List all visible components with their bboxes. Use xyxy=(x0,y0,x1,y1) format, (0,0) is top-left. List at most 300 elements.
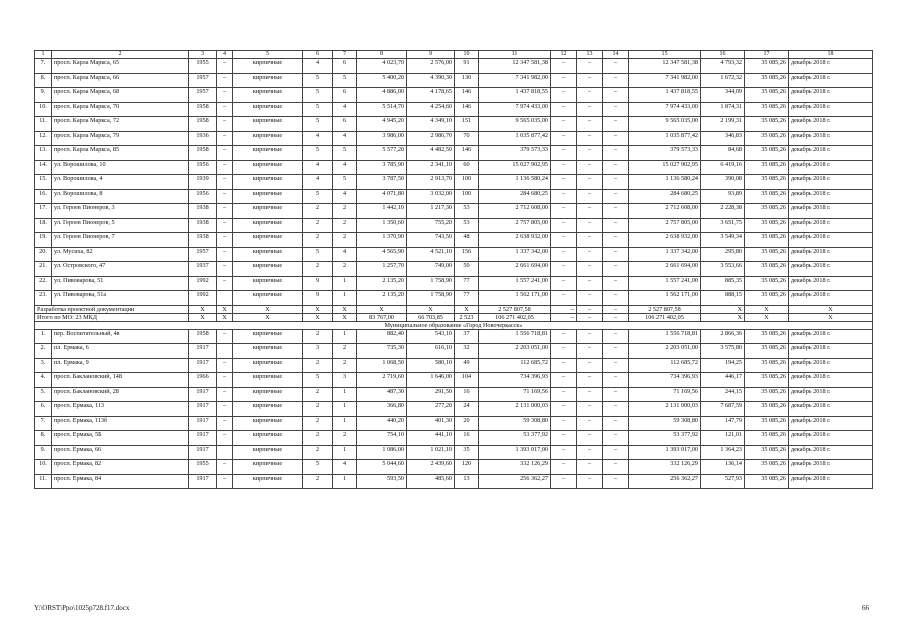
table-cell: – xyxy=(603,59,629,74)
table-cell: 5. xyxy=(35,387,52,402)
summary-cell: Х xyxy=(789,313,873,321)
table-cell: 1917 xyxy=(189,344,217,359)
table-cell: 10. xyxy=(35,460,52,475)
summary-cell: Х xyxy=(701,313,745,321)
table-cell: – xyxy=(577,59,603,74)
table-cell: 1956 xyxy=(189,189,217,204)
table-cell: – xyxy=(217,358,233,373)
table-cell: 53 xyxy=(455,204,479,219)
table-cell: 7 974 433,00 xyxy=(629,102,701,117)
table-cell: 2 xyxy=(303,431,333,446)
table-cell: – xyxy=(577,262,603,277)
table-cell: – xyxy=(603,218,629,233)
table-cell: пл. Ермака, 6 xyxy=(52,344,189,359)
table-cell: 22. xyxy=(35,276,52,291)
table-cell: 4 xyxy=(303,160,333,175)
table-cell: 7 341 982,00 xyxy=(629,73,701,88)
table-cell: 35 085,26 xyxy=(745,88,789,103)
table-cell: 4 xyxy=(303,131,333,146)
table-cell: 284 680,25 xyxy=(629,189,701,204)
table-cell: 2 199,31 xyxy=(701,117,745,132)
table-cell xyxy=(217,291,233,306)
table-cell: 593,50 xyxy=(357,474,407,489)
table-row xyxy=(35,329,873,344)
table-cell: 4 xyxy=(333,247,357,262)
table-cell: 743,50 xyxy=(407,233,455,248)
table-cell: – xyxy=(217,460,233,475)
summary-cell: Разработка проектной документации xyxy=(35,305,189,313)
table-cell: 2 135,20 xyxy=(357,276,407,291)
table-cell: декабрь 2018 г. xyxy=(789,373,873,388)
table-cell: – xyxy=(551,373,577,388)
table-cell: 1956 xyxy=(189,160,217,175)
table-cell: кирпичные xyxy=(233,402,303,417)
table-cell: 5 xyxy=(303,117,333,132)
table-row xyxy=(35,431,873,446)
table-cell: 4 023,70 xyxy=(357,59,407,74)
section-title-row xyxy=(35,321,873,329)
table-cell: – xyxy=(577,233,603,248)
table-cell: – xyxy=(577,291,603,306)
summary-cell: – xyxy=(577,305,603,313)
table-cell: 35 085,26 xyxy=(745,402,789,417)
table-cell: 1 086,00 xyxy=(357,445,407,460)
summary-cell: 2 527 807,58 xyxy=(479,305,551,313)
table-cell: 71 169,56 xyxy=(479,387,551,402)
table-cell: 749,00 xyxy=(407,262,455,277)
table-cell: 6 xyxy=(333,59,357,74)
table-cell: кирпичные xyxy=(233,73,303,88)
table-cell: 1. xyxy=(35,329,52,344)
table-cell: декабрь 2018 г. xyxy=(789,460,873,475)
table-cell: 4 071,80 xyxy=(357,189,407,204)
column-number-cell: 5 xyxy=(233,51,303,59)
table-cell: просп. Ермака, 113 xyxy=(52,402,189,417)
table-cell: 35 085,26 xyxy=(745,431,789,446)
table-cell: 332 126,29 xyxy=(629,460,701,475)
table-cell: 3 032,00 xyxy=(407,189,455,204)
table-cell: декабрь 2018 г. xyxy=(789,474,873,489)
table-cell: – xyxy=(577,102,603,117)
table-cell: 35 085,26 xyxy=(745,204,789,219)
table-cell: ул. Героев Пионеров, 5 xyxy=(52,218,189,233)
table-cell: – xyxy=(217,189,233,204)
column-number-cell: 14 xyxy=(603,51,629,59)
total-row xyxy=(35,313,873,321)
summary-cell: Х xyxy=(407,305,455,313)
table-cell: 136,14 xyxy=(701,460,745,475)
table-cell: кирпичные xyxy=(233,146,303,161)
table-cell: – xyxy=(603,233,629,248)
table-cell: просп. Баклановский, 148 xyxy=(52,373,189,388)
table-cell: пер. Воспитательный, 4в xyxy=(52,329,189,344)
table-cell: декабрь 2018 г. xyxy=(789,146,873,161)
table-cell: 1957 xyxy=(189,73,217,88)
table-cell: 390,08 xyxy=(701,175,745,190)
table-row xyxy=(35,416,873,431)
table-cell: – xyxy=(577,218,603,233)
table-cell: – xyxy=(551,117,577,132)
table-cell: – xyxy=(603,117,629,132)
table-cell: 1 556 718,81 xyxy=(479,329,551,344)
table-cell: 4 xyxy=(333,131,357,146)
table-cell: 1 xyxy=(333,402,357,417)
column-number-cell: 10 xyxy=(455,51,479,59)
table-cell: 35 085,26 xyxy=(745,262,789,277)
table-cell: – xyxy=(603,474,629,489)
table-cell: 147,79 xyxy=(701,416,745,431)
table-cell: 885,35 xyxy=(701,276,745,291)
table-cell: 3 651,75 xyxy=(701,218,745,233)
summary-cell: – xyxy=(577,313,603,321)
table-cell: декабрь 2018 г. xyxy=(789,117,873,132)
table-cell: 6 419,16 xyxy=(701,160,745,175)
table-cell: 35 085,26 xyxy=(745,102,789,117)
table-cell: – xyxy=(551,247,577,262)
table-cell: – xyxy=(603,329,629,344)
table-cell: 4 xyxy=(333,189,357,204)
table-cell: 35 085,26 xyxy=(745,247,789,262)
table-cell: 580,10 xyxy=(407,358,455,373)
table-cell: 17. xyxy=(35,204,52,219)
table-cell: – xyxy=(551,59,577,74)
table-cell: 1917 xyxy=(189,387,217,402)
table-cell: 35 085,26 xyxy=(745,131,789,146)
table-cell: 734 396,93 xyxy=(479,373,551,388)
table-cell: 10. xyxy=(35,102,52,117)
table-cell: 14. xyxy=(35,160,52,175)
table-cell: 1 xyxy=(333,276,357,291)
table-cell: 194,25 xyxy=(701,358,745,373)
table-cell: ул. Ворошилова, 8 xyxy=(52,189,189,204)
table-cell: 5 xyxy=(303,460,333,475)
table-cell: – xyxy=(217,73,233,88)
table-cell: 1 xyxy=(333,474,357,489)
table-cell: – xyxy=(603,402,629,417)
summary-cell: Х xyxy=(303,313,333,321)
table-row xyxy=(35,460,873,475)
table-cell: 1 021,10 xyxy=(407,445,455,460)
summary-cell: 106 271 402,05 xyxy=(479,313,551,321)
table-cell: – xyxy=(551,387,577,402)
table-cell: 11. xyxy=(35,117,52,132)
table-cell: 53 377,92 xyxy=(629,431,701,446)
table-cell: 130 xyxy=(455,73,479,88)
table-cell: – xyxy=(577,329,603,344)
table-row xyxy=(35,204,873,219)
table-cell: 2 228,38 xyxy=(701,204,745,219)
table-cell: – xyxy=(577,431,603,446)
table-cell: 35 085,26 xyxy=(745,460,789,475)
table-cell: кирпичные xyxy=(233,262,303,277)
table-cell: – xyxy=(217,146,233,161)
table-cell: 32 xyxy=(455,344,479,359)
table-cell: просп. Ермака, 113б xyxy=(52,416,189,431)
table-cell: 1 874,31 xyxy=(701,102,745,117)
table-cell: – xyxy=(577,146,603,161)
table-cell: – xyxy=(603,291,629,306)
table-row xyxy=(35,276,873,291)
table-cell: 379 573,33 xyxy=(629,146,701,161)
table-cell: – xyxy=(551,402,577,417)
summary-cell: – xyxy=(551,305,577,313)
summary-cell: Х xyxy=(701,305,745,313)
table-cell: 21. xyxy=(35,262,52,277)
table-cell: – xyxy=(551,329,577,344)
table-cell: – xyxy=(577,387,603,402)
table-cell: 35 085,26 xyxy=(745,387,789,402)
table-cell: – xyxy=(577,474,603,489)
table-cell: – xyxy=(603,131,629,146)
table-cell: 49 xyxy=(455,358,479,373)
table-cell: 1 557 241,00 xyxy=(479,276,551,291)
table-cell: 3 xyxy=(333,373,357,388)
table-row xyxy=(35,445,873,460)
table-cell: 1 370,90 xyxy=(357,233,407,248)
table-cell: 4 254,60 xyxy=(407,102,455,117)
table-cell: 1992 xyxy=(189,291,217,306)
table-cell: 277,20 xyxy=(407,402,455,417)
table-cell: 1 035 877,42 xyxy=(479,131,551,146)
design-documentation-row xyxy=(35,305,873,313)
table-cell: декабрь 2018 г. xyxy=(789,218,873,233)
table-cell: 256 362,27 xyxy=(479,474,551,489)
summary-cell: – xyxy=(551,313,577,321)
table-cell: 1 562 171,00 xyxy=(629,291,701,306)
table-cell: 146 xyxy=(455,102,479,117)
table-cell: 1992 xyxy=(189,276,217,291)
table-cell: 2 xyxy=(303,218,333,233)
table-cell: 35 085,26 xyxy=(745,160,789,175)
table-cell: – xyxy=(217,387,233,402)
table-cell: 543,10 xyxy=(407,329,455,344)
table-cell: 1939 xyxy=(189,175,217,190)
table-cell: 2 986,70 xyxy=(407,131,455,146)
table-cell: 3 553,66 xyxy=(701,262,745,277)
table-cell: – xyxy=(577,460,603,475)
table-cell: 7. xyxy=(35,59,52,74)
table-cell: 4 565,90 xyxy=(357,247,407,262)
table-body xyxy=(35,51,873,489)
table-cell: ул. Мусиха, 82 xyxy=(52,247,189,262)
table-cell: 2 131 000,03 xyxy=(629,402,701,417)
table-cell: ул. Пивоварова, 51 xyxy=(52,276,189,291)
table-cell: 1917 xyxy=(189,402,217,417)
table-cell: кирпичные xyxy=(233,460,303,475)
table-cell: 2 xyxy=(303,474,333,489)
summary-cell: 83 767,00 xyxy=(357,313,407,321)
table-cell: 2 xyxy=(303,402,333,417)
table-cell: – xyxy=(577,131,603,146)
table-cell: 1 xyxy=(333,445,357,460)
table-cell: 3 549,34 xyxy=(701,233,745,248)
table-cell: – xyxy=(217,204,233,219)
table-cell: 755,20 xyxy=(407,218,455,233)
table-cell: 156 xyxy=(455,247,479,262)
summary-cell: 106 271 402,05 xyxy=(629,313,701,321)
table-cell: 8. xyxy=(35,431,52,446)
table-cell: 2 341,10 xyxy=(407,160,455,175)
table-cell: 100 xyxy=(455,175,479,190)
table-cell: кирпичные xyxy=(233,88,303,103)
table-cell: – xyxy=(577,88,603,103)
summary-cell: Х xyxy=(233,313,303,321)
table-cell: 379 573,33 xyxy=(479,146,551,161)
table-cell: декабрь 2018 г. xyxy=(789,102,873,117)
table-cell: – xyxy=(577,344,603,359)
table-cell: – xyxy=(551,358,577,373)
table-cell: 2 661 694,00 xyxy=(479,262,551,277)
table-cell: просп. Карла Маркса, 70 xyxy=(52,102,189,117)
table-cell: 5 xyxy=(303,189,333,204)
table-cell: 1917 xyxy=(189,474,217,489)
table-cell: 18. xyxy=(35,218,52,233)
table-cell: 16. xyxy=(35,189,52,204)
column-number-cell: 17 xyxy=(745,51,789,59)
table-cell: 35 085,26 xyxy=(745,218,789,233)
table-cell: – xyxy=(551,204,577,219)
table-cell: кирпичные xyxy=(233,416,303,431)
table-cell: – xyxy=(217,117,233,132)
table-cell: 1917 xyxy=(189,431,217,446)
table-cell xyxy=(217,344,233,359)
table-row xyxy=(35,262,873,277)
summary-cell: Х xyxy=(357,305,407,313)
column-number-cell: 1 xyxy=(35,51,52,59)
table-cell: 35 085,26 xyxy=(745,474,789,489)
table-cell: 2 xyxy=(333,218,357,233)
table-cell: 366,80 xyxy=(357,402,407,417)
table-cell: 735,30 xyxy=(357,344,407,359)
summary-cell: Х xyxy=(333,305,357,313)
table-cell: 1 393 017,00 xyxy=(629,445,701,460)
table-cell: – xyxy=(577,189,603,204)
table-cell: – xyxy=(217,88,233,103)
table-cell: 754,10 xyxy=(357,431,407,446)
table-cell: пл. Ермака, 9 xyxy=(52,358,189,373)
table-cell: 734 396,93 xyxy=(629,373,701,388)
table-cell: кирпичные xyxy=(233,247,303,262)
table-cell: 84,68 xyxy=(701,146,745,161)
table-cell: 888,15 xyxy=(701,291,745,306)
table-cell: – xyxy=(577,175,603,190)
table-cell: – xyxy=(603,460,629,475)
table-cell: 4 xyxy=(333,160,357,175)
table-cell: 1 xyxy=(333,387,357,402)
table-row xyxy=(35,387,873,402)
table-cell: декабрь 2018 г. xyxy=(789,262,873,277)
table-cell: 2 135,20 xyxy=(357,291,407,306)
table-cell: 2 638 932,00 xyxy=(479,233,551,248)
table-cell: – xyxy=(577,247,603,262)
table-cell: 59 308,80 xyxy=(479,416,551,431)
table-cell: 6 xyxy=(333,117,357,132)
table-cell: 15. xyxy=(35,175,52,190)
table-cell: – xyxy=(603,102,629,117)
table-cell: 112 685,72 xyxy=(629,358,701,373)
table-cell: декабрь 2018 г. xyxy=(789,131,873,146)
table-cell: 5 xyxy=(333,146,357,161)
table-cell: кирпичные xyxy=(233,160,303,175)
table-cell: 77 xyxy=(455,276,479,291)
table-cell: ул. Ворошилова, 10 xyxy=(52,160,189,175)
table-cell: 71 169,56 xyxy=(629,387,701,402)
table-cell: 1 562 171,00 xyxy=(479,291,551,306)
table-cell: 2 xyxy=(333,344,357,359)
table-cell: – xyxy=(551,73,577,88)
table-cell: – xyxy=(551,160,577,175)
table-cell: 1 758,90 xyxy=(407,291,455,306)
table-cell: – xyxy=(217,373,233,388)
summary-cell: Х xyxy=(217,313,233,321)
table-cell: 35 085,26 xyxy=(745,445,789,460)
column-number-cell: 6 xyxy=(303,51,333,59)
table-cell: 4 349,10 xyxy=(407,117,455,132)
table-row xyxy=(35,233,873,248)
table-cell: 9 xyxy=(303,291,333,306)
table-cell: – xyxy=(217,102,233,117)
table-cell: просп. Ермака, 66 xyxy=(52,445,189,460)
table-cell: 77 xyxy=(455,291,479,306)
table-cell: 4. xyxy=(35,373,52,388)
table-cell: 3 986,00 xyxy=(357,131,407,146)
table-cell: – xyxy=(603,247,629,262)
column-number-cell: 13 xyxy=(577,51,603,59)
table-cell: – xyxy=(217,160,233,175)
table-cell: – xyxy=(217,233,233,248)
table-cell: 1938 xyxy=(189,204,217,219)
table-cell: 2 638 932,00 xyxy=(629,233,701,248)
table-cell: – xyxy=(217,59,233,74)
table-cell: – xyxy=(551,416,577,431)
table-cell: 5 xyxy=(303,73,333,88)
table-cell: 7 687,59 xyxy=(701,402,745,417)
table-cell: 2 xyxy=(303,387,333,402)
table-cell: – xyxy=(551,189,577,204)
table-cell: 1937 xyxy=(189,262,217,277)
table-cell: кирпичные xyxy=(233,431,303,446)
table-cell: 244,15 xyxy=(701,387,745,402)
table-row xyxy=(35,291,873,306)
table-cell: 1917 xyxy=(189,445,217,460)
table-cell: 401,30 xyxy=(407,416,455,431)
table-cell: 1 556 718,81 xyxy=(629,329,701,344)
table-cell: – xyxy=(551,233,577,248)
table-cell: 35 085,26 xyxy=(745,59,789,74)
table-cell: 2 xyxy=(333,233,357,248)
table-row xyxy=(35,373,873,388)
summary-cell: – xyxy=(603,313,629,321)
table-cell: 4 521,10 xyxy=(407,247,455,262)
table-cell: декабрь 2018 г. xyxy=(789,445,873,460)
table-cell: 6. xyxy=(35,402,52,417)
table-row xyxy=(35,73,873,88)
column-number-cell: 8 xyxy=(357,51,407,59)
table-cell: декабрь 2018 г. xyxy=(789,416,873,431)
table-cell: 7 974 433,00 xyxy=(479,102,551,117)
table-row xyxy=(35,344,873,359)
table-cell: – xyxy=(217,329,233,344)
table-cell: 5 xyxy=(303,373,333,388)
table-cell: просп. Карла Маркса, 79 xyxy=(52,131,189,146)
table-cell: 12 347 581,38 xyxy=(479,59,551,74)
table-cell: – xyxy=(603,373,629,388)
table-cell: 4 945,20 xyxy=(357,117,407,132)
table-cell: 1 350,60 xyxy=(357,218,407,233)
table-cell: 346,83 xyxy=(701,131,745,146)
table-cell: 53 xyxy=(455,218,479,233)
summary-cell: 66 703,85 xyxy=(407,313,455,321)
